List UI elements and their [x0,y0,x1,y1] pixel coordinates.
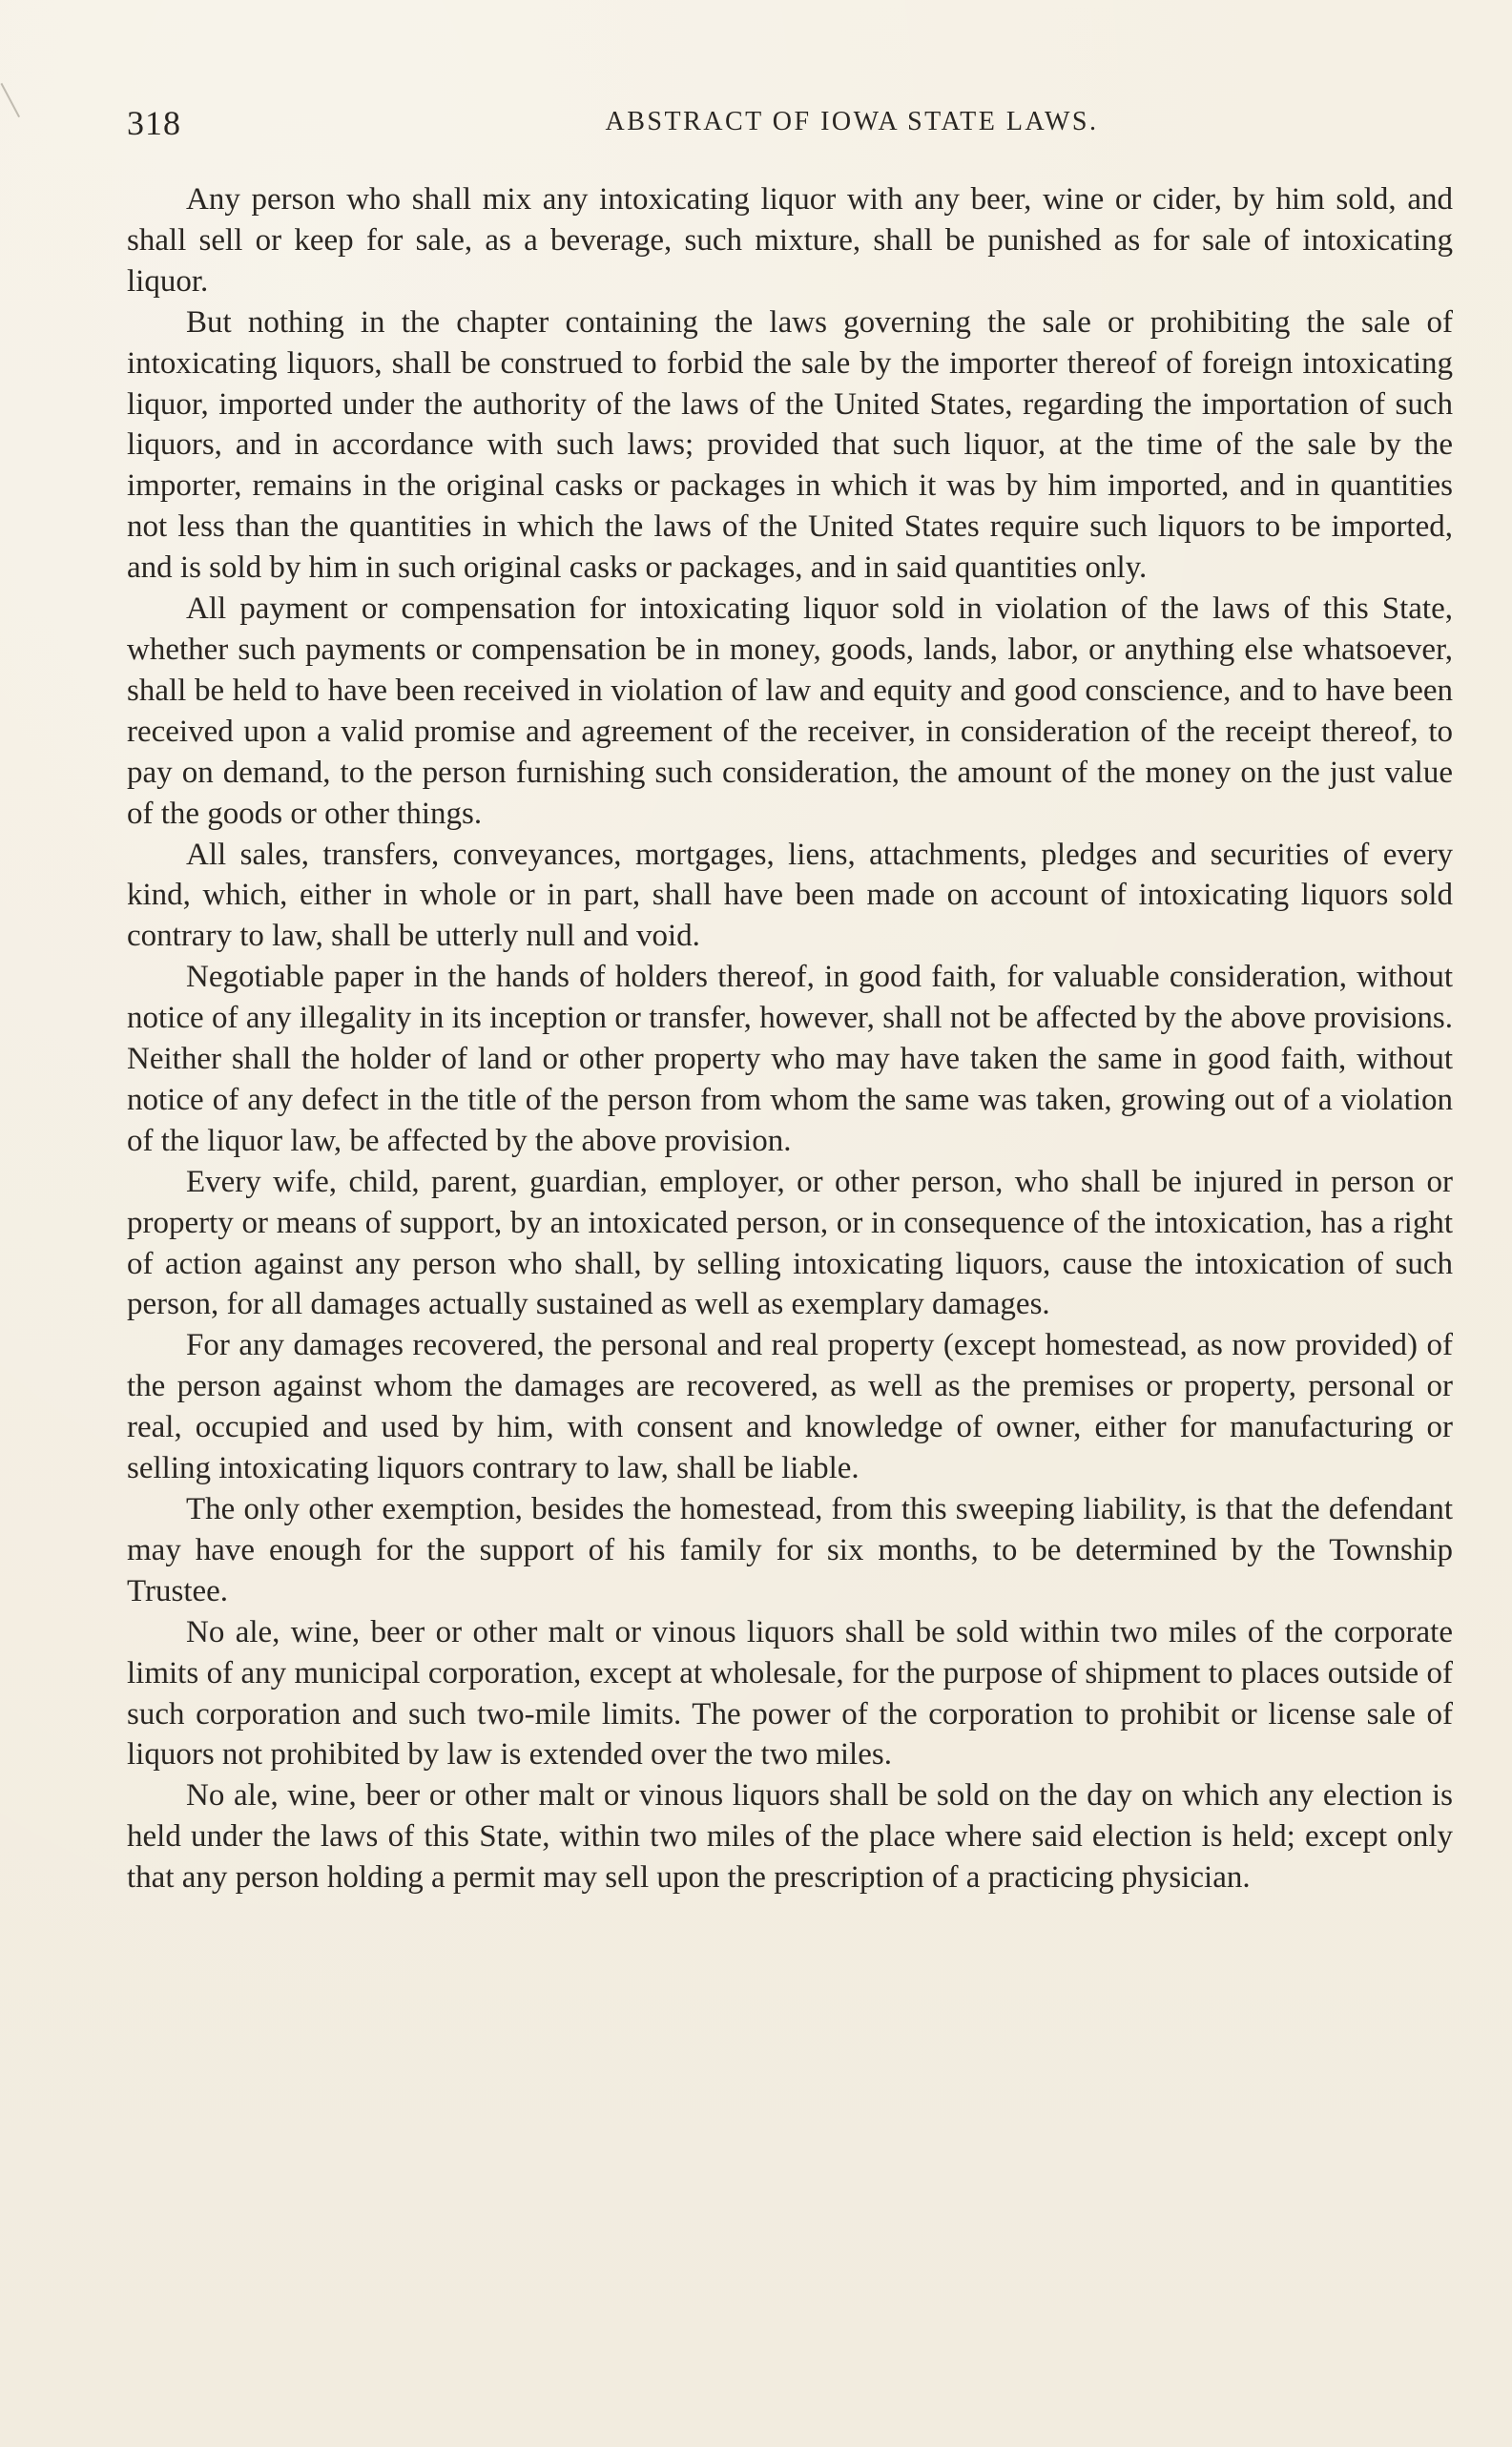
paragraph-sales-void: All sales, transfers, conveyances, mortgages, liens, attachments, pledges and securities of every kind, which, either in whole or in part, shall have been made on account of intoxicating liquors sold contrary to law, shall be utterly null and void. [127,837,1453,954]
paragraph-right-of-action: Every wife, child, parent, guardian, employer, or other person, who shall be injured in person or property or means of support, by an intoxicated person, or in consequence of the intoxication, has a right of action against any person who shall, by selling intoxicating liquors, cause the intoxication of such person, for all damages actually sustained as well as exemplary damages. [127,1164,1453,1322]
paragraph-election-day: No ale, wine, beer or other malt or vinous liquors shall be sold on the day on which any election is held under the laws of this State, within two miles of the place where said election is held; except only that any person holding a permit may sell upon the prescription of a practicing physician. [127,1778,1453,1896]
paragraph-negotiable-paper: Negotiable paper in the hands of holders thereof, in good faith, for valuable consideration, without notice of any illegality in its inception or transfer, however, shall not be affected by the above provisions. Neither shall the holder of land or other property who may have taken the same in good faith, without notice of any defect in the title of the person from whom the same was taken, growing out of a violation of the liquor law, be affected by the above provision. [127,960,1453,1158]
paragraph-importer-exception: But nothing in the chapter containing the laws governing the sale or prohibiting the sale of intoxicating liquors, shall be construed to forbid the sale by the importer thereof of foreign intoxicating liquor, imported under the authority of the laws of the United States, regarding the importation of such liquors, and in accordance with such laws; provided that such liquor, at the time of the sale by the importer, remains in the original casks or packages in which it was by him imported, and in quantities not less than the quantities in which the laws of the United States require such liquors to be imported, and is sold by him in such original casks or packages, and in said quantities only. [127,304,1453,586]
paragraph-exemption: The only other exemption, besides the homestead, from this sweeping liability, is that the defendant may have enough for the support of his family for six months, to be determined by the Township Trustee. [127,1492,1453,1608]
paragraph-mixing-liquor: Any person who shall mix any intoxicating liquor with any beer, wine or cider, by him sold, and shall sell or keep for sale, as a beverage, such mixture, shall be punished as for sale of intoxicating liquor. [127,182,1453,299]
body-text [127,179,1453,1898]
running-head: ABSTRACT OF IOWA STATE LAWS. [605,107,1099,136]
paragraph-two-mile-limit: No ale, wine, beer or other malt or vinous liquors shall be sold within two miles of the corporate limits of any municipal corporation, except at wholesale, for the purpose of shipment to places outside of such corporation and such two-mile limits. The power of the corporation to prohibit or license sale of liquors not prohibited by law is extended over the two miles. [127,1614,1453,1773]
page-header [127,103,1453,151]
page-corner-mark [0,70,45,117]
page-number: 318 [127,104,181,142]
paragraph-payment-void: All payment or compensation for intoxicating liquor sold in violation of the laws of this State, whether such payments or compensation be in money, goods, lands, labor, or anything else whatsoever, shall be held to have been received in violation of law and equity and good conscience, and to have been received upon a valid promise and agreement of the receiver, in consideration of the receipt thereof, to pay on demand, to the person furnishing such consideration, the amount of the money on the just value of the goods or other things. [127,591,1453,831]
paragraph-property-liable: For any damages recovered, the personal and real property (except homestead, as now provided) of the person against whom the damages are recovered, as well as the premises or property, personal or real, occupied and used by him, with consent and knowledge of owner, either for manufacturing or selling intoxicating liquors contrary to law, shall be liable. [127,1328,1453,1486]
